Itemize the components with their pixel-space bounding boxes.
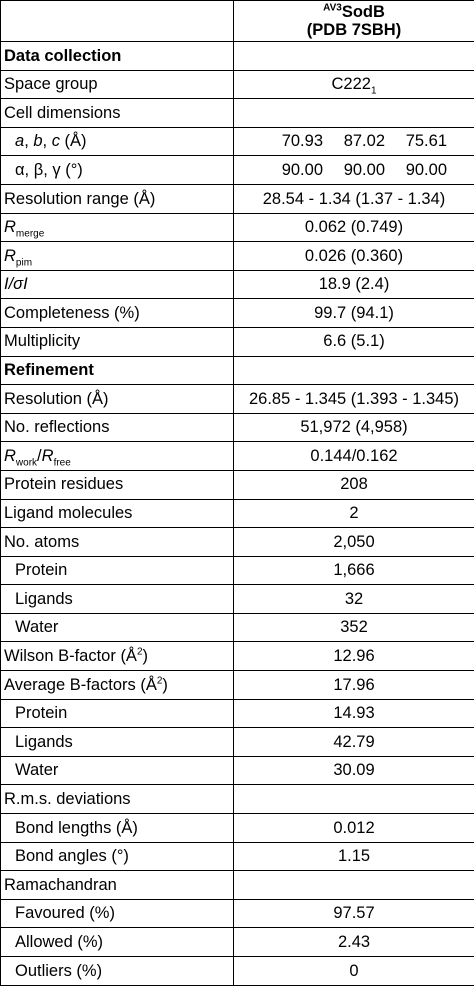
ligand-molecules-label: Ligand molecules [1,499,234,528]
table-row [1,499,474,528]
avg-b-close: ) [162,676,168,694]
section-data-collection: Data collection [1,42,234,71]
table-row [1,642,474,671]
wilson-value: 12.96 [234,642,474,671]
bond-lengths-value: 0.012 [234,814,474,843]
wilson-label [1,642,234,671]
empty-cell [234,42,474,71]
b-ligands-value: 42.79 [234,728,474,757]
table-row [1,270,474,299]
table-row [1,785,474,814]
abc-value-c: 75.61 [385,133,447,150]
abc-values [234,127,474,156]
allowed-value: 2.43 [234,928,474,957]
bond-angles-value: 1.15 [234,842,474,871]
table-row [1,70,474,99]
rmerge-subscript: merge [16,228,44,239]
completeness-label: Completeness (%) [1,299,234,328]
space-group-label: Space group [1,70,234,99]
atoms-protein-value: 1,666 [234,556,474,585]
angle-alpha: 90.00 [261,162,323,179]
table-row [1,613,474,642]
bond-angles-label: Bond angles (°) [1,842,234,871]
rmerge-value: 0.062 (0.749) [234,213,474,242]
header-empty-cell [1,1,234,42]
multiplicity-value: 6.6 (5.1) [234,327,474,356]
table-row [1,585,474,614]
empty-cell [234,99,474,128]
abc-label: a, b, c (Å) [1,127,234,156]
rpim-r: R [4,247,16,265]
atoms-label: No. atoms [1,528,234,557]
empty-cell [234,356,474,385]
table-row [1,528,474,557]
space-group-subscript: 1 [371,85,377,96]
label-c: c [52,132,60,150]
avg-b-text: Average B-factors (Å [4,676,157,694]
abc-value-b: 87.02 [323,133,385,150]
cell-dimensions-label: Cell dimensions [1,99,234,128]
section-refinement: Refinement [1,356,234,385]
b-protein-label: Protein [1,699,234,728]
b-protein-value: 14.93 [234,699,474,728]
table-row [1,413,474,442]
section-row [1,356,474,385]
table-row [1,842,474,871]
table-row [1,470,474,499]
table-row [1,299,474,328]
table-row [1,957,474,986]
table-row [1,327,474,356]
table-row [1,756,474,785]
resolution-value: 26.85 - 1.345 (1.393 - 1.345) [234,385,474,414]
header-superscript: AV3 [323,2,342,13]
angles-label: α, β, γ (°) [1,156,234,185]
protein-residues-label: Protein residues [1,470,234,499]
avg-b-label [1,671,234,700]
i-sigma-label: I/σI [1,270,234,299]
reflections-label: No. reflections [1,413,234,442]
protein-residues-value: 208 [234,470,474,499]
table-row [1,99,474,128]
atoms-water-label: Water [1,613,234,642]
outliers-label: Outliers (%) [1,957,234,986]
table-row [1,184,474,213]
table-row [1,928,474,957]
rpim-subscript: pim [16,257,32,268]
table-row [1,899,474,928]
space-group-main: C222 [331,75,370,93]
b-water-label: Water [1,756,234,785]
completeness-value: 99.7 (94.1) [234,299,474,328]
table-row [1,699,474,728]
outliers-value: 0 [234,957,474,986]
resolution-range-label: Resolution range (Å) [1,184,234,213]
i-sigma-value: 18.9 (2.4) [234,270,474,299]
table-row [1,127,474,156]
header-protein-name: SodB [342,3,385,21]
ligand-molecules-value: 2 [234,499,474,528]
table-row [1,213,474,242]
space-group-value [234,70,474,99]
table-row [1,385,474,414]
header-pdb-id: (PDB 7SBH) [307,21,401,39]
table-row [1,871,474,900]
section-row [1,42,474,71]
avg-b-superscript: 2 [157,675,163,686]
favoured-value: 97.57 [234,899,474,928]
rmerge-label [1,213,234,242]
empty-cell [234,785,474,814]
favoured-label: Favoured (%) [1,899,234,928]
bond-lengths-label: Bond lengths (Å) [1,814,234,843]
table-row [1,442,474,471]
multiplicity-label: Multiplicity [1,327,234,356]
angles-values [234,156,474,185]
label-b: b [33,132,42,150]
rfree-r: R [42,447,54,465]
b-water-value: 30.09 [234,756,474,785]
rms-label: R.m.s. deviations [1,785,234,814]
table-row [1,728,474,757]
ramachandran-label: Ramachandran [1,871,234,900]
resolution-label: Resolution (Å) [1,385,234,414]
atoms-ligands-value: 32 [234,585,474,614]
abc-value-a: 70.93 [261,133,323,150]
rwork-slash: / [37,447,42,465]
rmerge-r: R [4,218,16,236]
table-row [1,671,474,700]
empty-cell [234,871,474,900]
b-ligands-label: Ligands [1,728,234,757]
label-a: a [15,132,24,150]
angle-beta: 90.00 [323,162,385,179]
allowed-label: Allowed (%) [1,928,234,957]
rpim-label [1,242,234,271]
abc-unit: (Å) [60,132,87,150]
table-row [1,814,474,843]
atoms-protein-label: Protein [1,556,234,585]
rwork-rfree-value: 0.144/0.162 [234,442,474,471]
rwork-r: R [4,447,16,465]
table-row [1,156,474,185]
resolution-range-value: 28.54 - 1.34 (1.37 - 1.34) [234,184,474,213]
reflections-value: 51,972 (4,958) [234,413,474,442]
rfree-subscript: free [54,457,71,468]
atoms-ligands-label: Ligands [1,585,234,614]
header-structure-cell [234,1,474,42]
table-row [1,556,474,585]
wilson-text: Wilson B-factor (Å [4,647,137,665]
wilson-close: ) [143,647,149,665]
rwork-subscript: work [16,457,37,468]
angle-gamma: 90.00 [385,162,447,179]
atoms-water-value: 352 [234,613,474,642]
atoms-value: 2,050 [234,528,474,557]
wilson-superscript: 2 [137,647,143,658]
rwork-rfree-label [1,442,234,471]
rpim-value: 0.026 (0.360) [234,242,474,271]
table-row [1,242,474,271]
header-row [1,1,474,42]
avg-b-value: 17.96 [234,671,474,700]
